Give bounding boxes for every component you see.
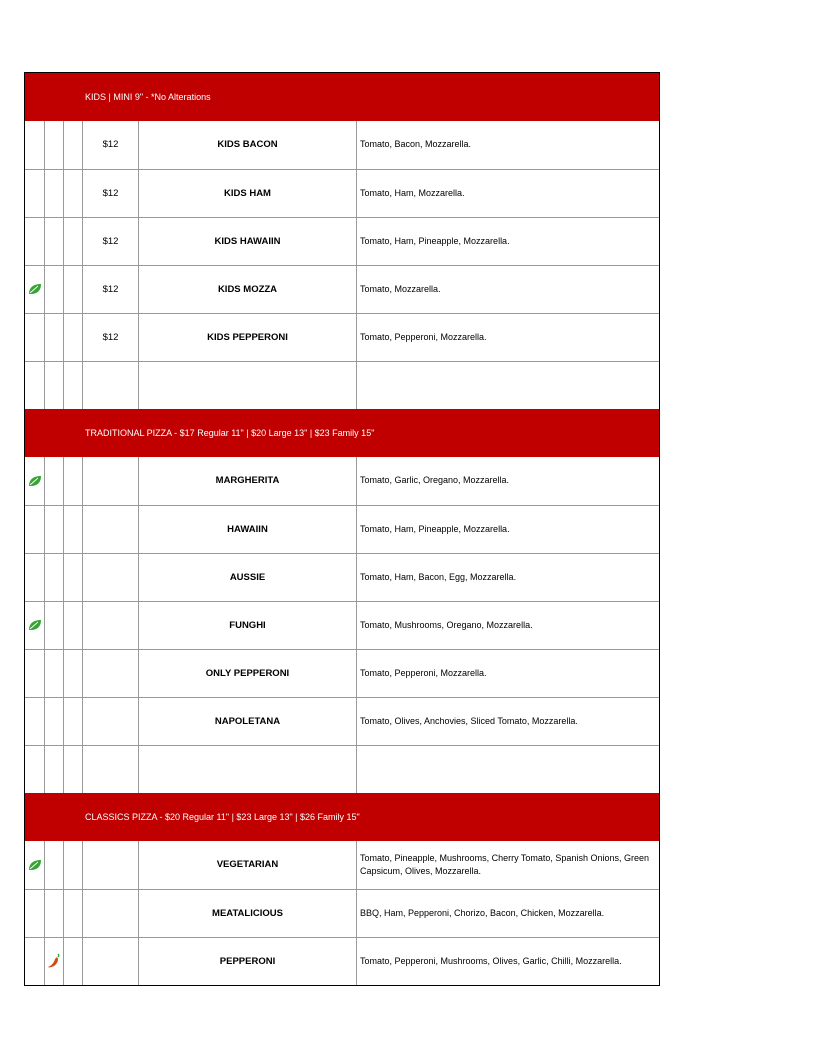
menu-item-row [25, 649, 659, 697]
price-cell [83, 698, 139, 745]
blank-cell [64, 121, 83, 169]
menu-item-row [25, 217, 659, 265]
section-title: TRADITIONAL PIZZA - $17 Regular 11" | $20 Large 13" | $23 Family 15" [85, 427, 375, 438]
blank-cell [64, 602, 83, 649]
item-description: Tomato, Ham, Pineapple, Mozzarella. [360, 235, 510, 246]
item-description: Tomato, Pepperoni, Mushrooms, Olives, Garlic, Chilli, Mozzarella. [360, 955, 622, 966]
blank-cell [64, 554, 83, 601]
item-name: MARGHERITA [139, 457, 357, 505]
menu-item-row [25, 697, 659, 745]
menu-item-row [25, 121, 659, 169]
blank-cell [64, 698, 83, 745]
price-cell: $12 [83, 266, 139, 313]
item-description: Tomato, Olives, Anchovies, Sliced Tomato, Mozzarella. [360, 715, 578, 726]
price-cell [83, 602, 139, 649]
menu-item-row [25, 937, 659, 985]
blank-cell [64, 314, 83, 361]
item-description: Tomato, Pineapple, Mushrooms, Cherry Tomato, Spanish Onions, Green Capsicum, Olives, Mozzarella. [360, 852, 649, 876]
item-name: KIDS BACON [139, 121, 357, 169]
item-description: Tomato, Ham, Pineapple, Mozzarella. [360, 523, 510, 534]
spicy-cell [45, 457, 64, 505]
blank-cell [64, 841, 83, 889]
price-cell [83, 650, 139, 697]
leaf-icon [28, 283, 42, 295]
veg-cell [25, 170, 45, 217]
section-title: CLASSICS PIZZA - $20 Regular 11" | $23 Large 13" | $26 Family 15" [85, 811, 360, 822]
menu-item-row [25, 313, 659, 361]
menu-item-row [25, 553, 659, 601]
item-name: PEPPERONI [139, 938, 357, 985]
section-title: KIDS | MINI 9" - *No Alterations [85, 91, 211, 102]
veg-cell [25, 841, 45, 889]
blank-cell [64, 457, 83, 505]
menu-item-row [25, 265, 659, 313]
item-description: Tomato, Ham, Bacon, Egg, Mozzarella. [360, 571, 517, 582]
price-cell [83, 890, 139, 937]
price-cell [83, 554, 139, 601]
section-header [25, 409, 659, 457]
price-cell [83, 457, 139, 505]
item-description: Tomato, Ham, Mozzarella. [360, 187, 465, 198]
spacer-row [25, 745, 659, 793]
blank-cell [64, 650, 83, 697]
menu-item-row [25, 841, 659, 889]
section-header [25, 73, 659, 121]
blank-cell [64, 506, 83, 553]
spicy-cell [45, 121, 64, 169]
menu-item-row [25, 505, 659, 553]
item-name: KIDS HAM [139, 170, 357, 217]
veg-cell [25, 602, 45, 649]
spacer-row [25, 361, 659, 409]
leaf-icon [28, 859, 42, 871]
veg-cell [25, 266, 45, 313]
veg-cell [25, 554, 45, 601]
item-name: MEATALICIOUS [139, 890, 357, 937]
spicy-cell [45, 506, 64, 553]
item-description: Tomato, Mozzarella. [360, 283, 441, 294]
item-name: VEGETARIAN [139, 841, 357, 889]
veg-cell [25, 698, 45, 745]
item-name: KIDS PEPPERONI [139, 314, 357, 361]
menu-item-row [25, 889, 659, 937]
veg-cell [25, 314, 45, 361]
veg-cell [25, 457, 45, 505]
spicy-cell [45, 841, 64, 889]
item-name: AUSSIE [139, 554, 357, 601]
item-name: NAPOLETANA [139, 698, 357, 745]
spicy-cell [45, 938, 64, 985]
veg-cell [25, 218, 45, 265]
spicy-cell [45, 218, 64, 265]
price-cell: $12 [83, 314, 139, 361]
spicy-cell [45, 698, 64, 745]
spicy-cell [45, 890, 64, 937]
price-cell [83, 841, 139, 889]
blank-cell [64, 266, 83, 313]
item-description: Tomato, Garlic, Oregano, Mozzarella. [360, 475, 510, 486]
item-description: Tomato, Pepperoni, Mozzarella. [360, 331, 487, 342]
spicy-cell [45, 554, 64, 601]
item-name: ONLY PEPPERONI [139, 650, 357, 697]
leaf-icon [28, 619, 42, 631]
blank-cell [64, 938, 83, 985]
item-name: FUNGHI [139, 602, 357, 649]
spicy-cell [45, 650, 64, 697]
item-description: BBQ, Ham, Pepperoni, Chorizo, Bacon, Chicken, Mozzarella. [360, 907, 605, 918]
price-cell: $12 [83, 170, 139, 217]
menu-item-row [25, 601, 659, 649]
veg-cell [25, 890, 45, 937]
veg-cell [25, 506, 45, 553]
spicy-cell [45, 170, 64, 217]
menu-table [24, 72, 660, 986]
chilli-icon [47, 953, 61, 969]
item-name: KIDS MOZZA [139, 266, 357, 313]
price-cell: $12 [83, 218, 139, 265]
spicy-cell [45, 266, 64, 313]
blank-cell [64, 218, 83, 265]
price-cell: $12 [83, 121, 139, 169]
item-description: Tomato, Mushrooms, Oregano, Mozzarella. [360, 619, 533, 630]
menu-item-row [25, 457, 659, 505]
blank-cell [64, 890, 83, 937]
leaf-icon [28, 475, 42, 487]
veg-cell [25, 650, 45, 697]
item-name: HAWAIIN [139, 506, 357, 553]
veg-cell [25, 938, 45, 985]
price-cell [83, 506, 139, 553]
item-description: Tomato, Bacon, Mozzarella. [360, 139, 472, 150]
spicy-cell [45, 602, 64, 649]
veg-cell [25, 121, 45, 169]
section-header [25, 793, 659, 841]
item-description: Tomato, Pepperoni, Mozzarella. [360, 667, 487, 678]
spicy-cell [45, 314, 64, 361]
blank-cell [64, 170, 83, 217]
menu-item-row [25, 169, 659, 217]
price-cell [83, 938, 139, 985]
item-name: KIDS HAWAIIN [139, 218, 357, 265]
